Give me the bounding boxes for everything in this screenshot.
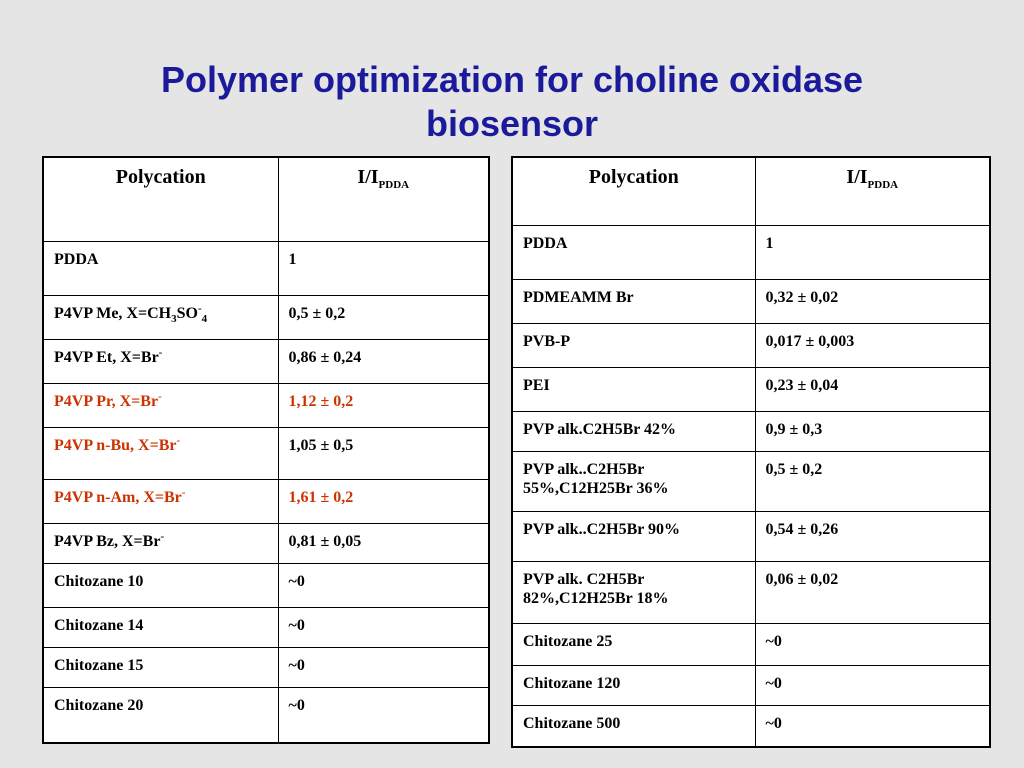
polycation-cell: P4VP n-Am, X=Br- xyxy=(43,479,278,523)
polycation-cell: Chitozane 120 xyxy=(512,665,755,705)
value-cell: 0,06 ± 0,02 xyxy=(755,561,990,623)
left-polycation-table xyxy=(42,156,490,744)
value-cell: 1 xyxy=(278,241,489,295)
polycation-cell: P4VP Et, X=Br- xyxy=(43,339,278,383)
table-header-row xyxy=(43,157,489,241)
value-cell: 0,54 ± 0,26 xyxy=(755,511,990,561)
polycation-cell: PVB-P xyxy=(512,323,755,367)
table-row xyxy=(512,561,990,623)
table-row xyxy=(43,687,489,743)
polycation-cell: Chitozane 25 xyxy=(512,623,755,665)
value-cell: ~0 xyxy=(278,687,489,743)
table-row xyxy=(43,479,489,523)
value-cell: ~0 xyxy=(755,705,990,747)
value-cell: 0,5 ± 0,2 xyxy=(755,451,990,511)
value-cell: ~0 xyxy=(755,623,990,665)
right-polycation-table xyxy=(511,156,991,748)
table-row xyxy=(512,665,990,705)
header-polycation: Polycation xyxy=(512,157,755,225)
value-cell: 0,9 ± 0,3 xyxy=(755,411,990,451)
slide-title xyxy=(0,58,1024,146)
value-cell: ~0 xyxy=(278,607,489,647)
table-row xyxy=(43,295,489,339)
polycation-cell: PDMEAMM Br xyxy=(512,279,755,323)
table-row xyxy=(512,225,990,279)
table-row xyxy=(43,383,489,427)
polycation-cell: PEI xyxy=(512,367,755,411)
table-row xyxy=(512,279,990,323)
table-row xyxy=(512,511,990,561)
header-ratio: $I/I_{PDDA}$ xyxy=(278,157,489,241)
table-row xyxy=(512,323,990,367)
value-cell: 1,12 ± 0,2 xyxy=(278,383,489,427)
polycation-cell: P4VP Pr, X=Br- xyxy=(43,383,278,427)
table-row xyxy=(512,367,990,411)
table-row xyxy=(512,451,990,511)
value-cell: 0,86 ± 0,24 xyxy=(278,339,489,383)
value-cell: 0,017 ± 0,003 xyxy=(755,323,990,367)
table-row xyxy=(43,339,489,383)
table-row xyxy=(43,427,489,479)
polycation-cell: Chitozane 500 xyxy=(512,705,755,747)
polycation-cell: PVP alk..C2H5Br 90% xyxy=(512,511,755,561)
slide-title-line1: Polymer optimization for choline oxidase xyxy=(160,59,864,100)
value-cell: 1 xyxy=(755,225,990,279)
polycation-cell: Chitozane 10 xyxy=(43,563,278,607)
table-row xyxy=(43,523,489,563)
polycation-cell: Chitozane 20 xyxy=(43,687,278,743)
table-row xyxy=(43,647,489,687)
value-cell: 0,5 ± 0,2 xyxy=(278,295,489,339)
polycation-cell: Chitozane 15 xyxy=(43,647,278,687)
table-row xyxy=(43,241,489,295)
polycation-cell: P4VP Me, $X=CH_3SO^-_4$ xyxy=(43,295,278,339)
polycation-cell: PVP alk. C2H5Br 82%,C12H25Br 18% xyxy=(512,561,755,623)
value-cell: 1,05 ± 0,5 xyxy=(278,427,489,479)
value-cell: ~0 xyxy=(755,665,990,705)
table-header-row xyxy=(512,157,990,225)
polycation-cell: PVP alk.C2H5Br 42% xyxy=(512,411,755,451)
value-cell: ~0 xyxy=(278,563,489,607)
table-row xyxy=(512,411,990,451)
value-cell: 0,81 ± 0,05 xyxy=(278,523,489,563)
table-row xyxy=(512,623,990,665)
value-cell: 0,32 ± 0,02 xyxy=(755,279,990,323)
slide-title-line2: biosensor xyxy=(425,103,599,144)
table-row xyxy=(43,607,489,647)
table-row xyxy=(512,705,990,747)
polycation-cell: Chitozane 14 xyxy=(43,607,278,647)
header-ratio: $I/I_{PDDA}$ xyxy=(755,157,990,225)
value-cell: ~0 xyxy=(278,647,489,687)
polycation-cell: PDDA xyxy=(43,241,278,295)
polycation-cell: P4VP Bz, X=Br- xyxy=(43,523,278,563)
value-cell: 1,61 ± 0,2 xyxy=(278,479,489,523)
polycation-cell: P4VP n-Bu, X=Br- xyxy=(43,427,278,479)
header-polycation: Polycation xyxy=(43,157,278,241)
value-cell: 0,23 ± 0,04 xyxy=(755,367,990,411)
polycation-cell: PVP alk..C2H5Br 55%,C12H25Br 36% xyxy=(512,451,755,511)
table-row xyxy=(43,563,489,607)
polycation-cell: PDDA xyxy=(512,225,755,279)
